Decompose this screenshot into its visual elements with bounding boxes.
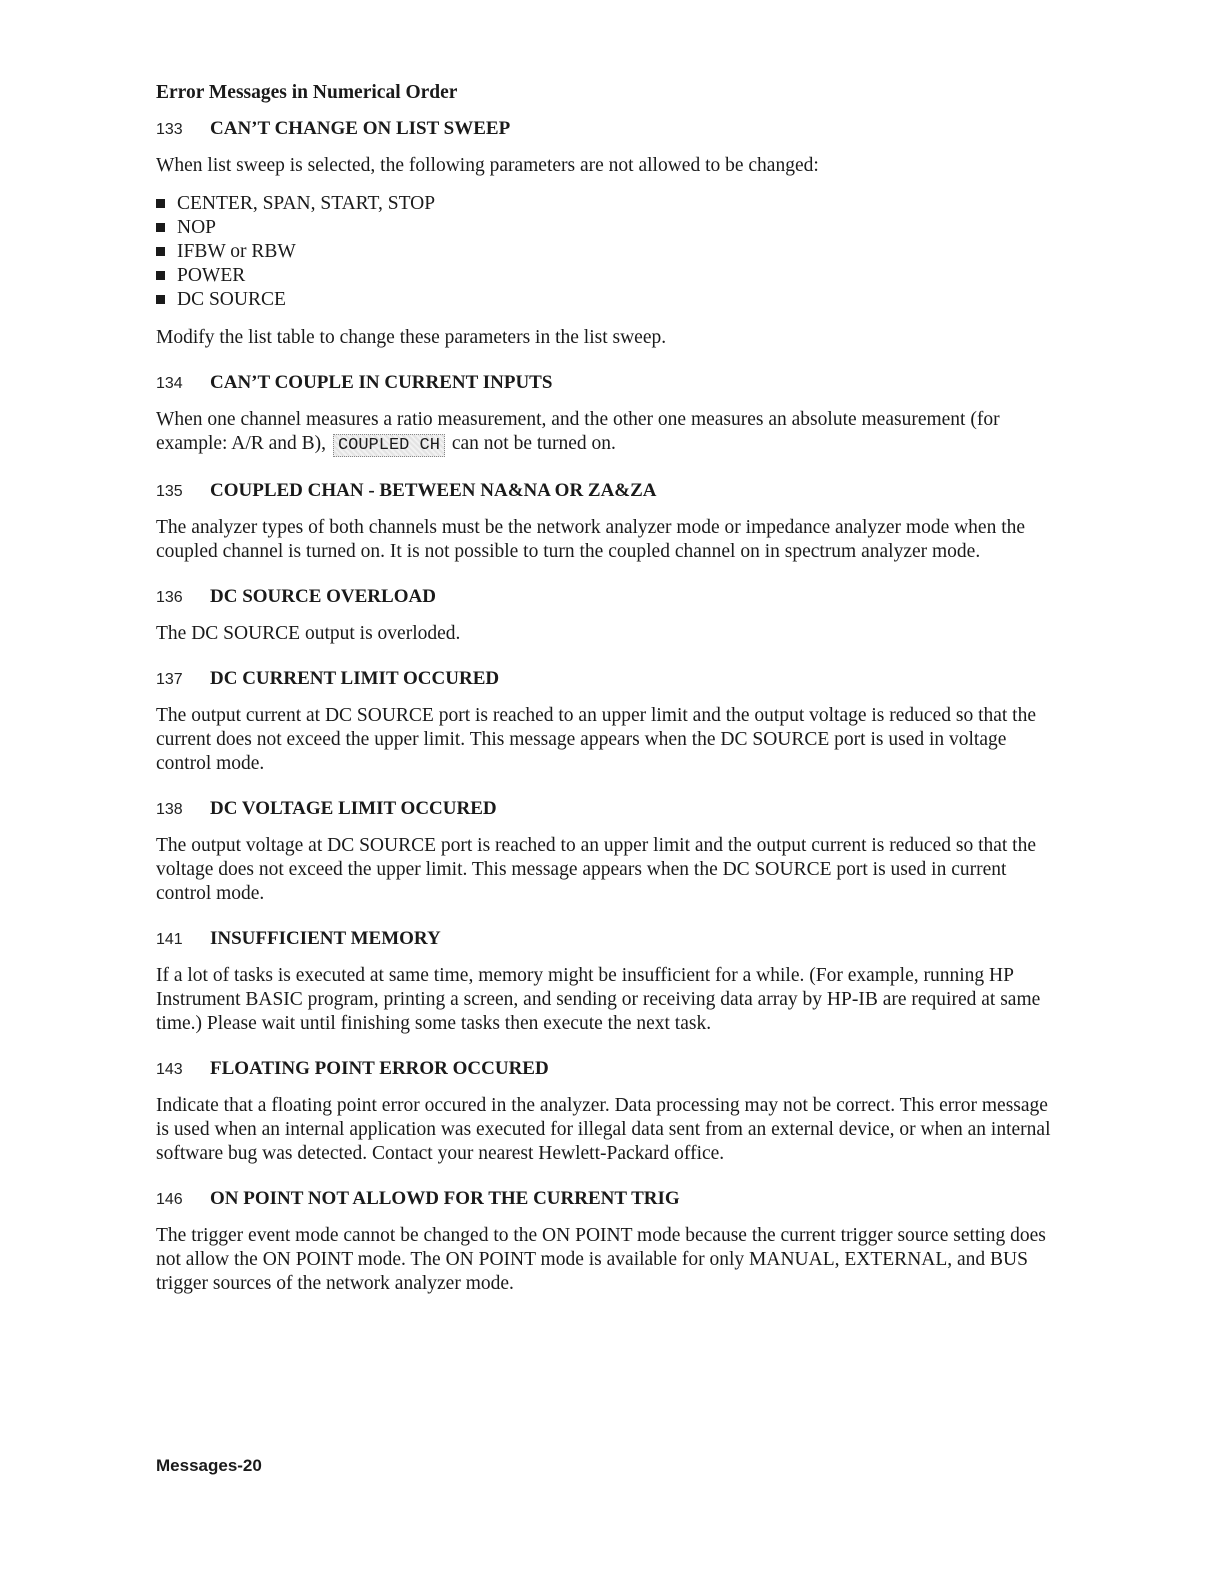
- list-item: [156, 264, 1061, 288]
- error-entry-146: [156, 1188, 1061, 1296]
- error-entry-141: [156, 928, 1061, 1036]
- error-number: 133: [156, 121, 183, 138]
- error-title: FLOATING POINT ERROR OCCURED: [210, 1058, 549, 1079]
- list-item-text: NOP: [177, 217, 217, 238]
- error-title: DC CURRENT LIMIT OCCURED: [210, 668, 500, 689]
- square-bullet-icon: [156, 271, 165, 280]
- error-number: 137: [156, 671, 183, 688]
- error-entry-134: [156, 372, 1061, 458]
- square-bullet-icon: [156, 223, 165, 232]
- entry-heading: [156, 586, 1061, 608]
- entry-description: The trigger event mode cannot be changed to the ON POINT mode because the current trigger source setting does not allow the ON POINT mode. The ON POINT mode is available for only MANUAL, EXTERNAL, and BUS trigger sources of the network analyzer mode.: [156, 1225, 1046, 1294]
- list-item: [156, 216, 1061, 240]
- entry-description: If a lot of tasks is executed at same time, memory might be insufficient for a while. (For example, running HP Instrument BASIC program, printing a screen, and sending or receiving data array by HP-IB are required at same time.) Please wait until finishing some tasks then execute the next task.: [156, 965, 1041, 1034]
- entry-heading: [156, 668, 1061, 690]
- error-title: INSUFFICIENT MEMORY: [210, 928, 441, 949]
- description-text: When one channel measures a ratio measurement, and the other one measures an absolute measurement (for example: A/R and B),: [156, 409, 1000, 454]
- entry-heading: [156, 372, 1061, 394]
- parameter-list: [156, 192, 1061, 312]
- section-title: Error Messages in Numerical Order: [156, 82, 458, 103]
- list-item-text: IFBW or RBW: [177, 241, 296, 262]
- coupled-ch-softkey: COUPLED CH: [333, 434, 445, 457]
- entry-heading: [156, 1058, 1061, 1080]
- entry-heading: [156, 480, 1061, 502]
- square-bullet-icon: [156, 199, 165, 208]
- error-number: 135: [156, 483, 183, 500]
- error-number: 136: [156, 589, 183, 606]
- error-entry-137: [156, 668, 1061, 776]
- entry-description: The DC SOURCE output is overloded.: [156, 623, 461, 644]
- list-item-text: CENTER, SPAN, START, STOP: [177, 193, 436, 214]
- entry-heading: [156, 928, 1061, 950]
- list-item: [156, 288, 1061, 312]
- error-entry-136: [156, 586, 1061, 646]
- error-entry-135: [156, 480, 1061, 564]
- entry-description: The output current at DC SOURCE port is reached to an upper limit and the output voltage is reduced so that the current does not exceed the upper limit. This message appears when the DC SOURCE port is used in voltage control mode.: [156, 705, 1037, 774]
- list-item: [156, 240, 1061, 264]
- error-entry-143: [156, 1058, 1061, 1166]
- list-item-text: DC SOURCE: [177, 289, 286, 310]
- square-bullet-icon: [156, 295, 165, 304]
- error-number: 141: [156, 931, 183, 948]
- entry-outro: Modify the list table to change these parameters in the list sweep.: [156, 327, 667, 348]
- error-number: 138: [156, 801, 183, 818]
- error-title: ON POINT NOT ALLOWD FOR THE CURRENT TRIG: [210, 1188, 680, 1209]
- error-entry-138: [156, 798, 1061, 906]
- error-number: 146: [156, 1191, 183, 1208]
- entry-intro: When list sweep is selected, the following parameters are not allowed to be changed:: [156, 155, 819, 176]
- error-number: 143: [156, 1061, 183, 1078]
- entry-description: The analyzer types of both channels must be the network analyzer mode or impedance analyzer mode when the coupled channel is turned on. It is not possible to turn the coupled channel on in spectrum analyzer mode.: [156, 517, 1026, 562]
- entry-description: Indicate that a floating point error occured in the analyzer. Data processing may not be correct. This error message is used when an internal application was executed for illegal data sent from an external device, or when an internal software bug was detected. Contact your nearest Hewlett-Packard office.: [156, 1095, 1051, 1164]
- entry-heading: [156, 118, 1061, 140]
- square-bullet-icon: [156, 247, 165, 256]
- entry-description: The output voltage at DC SOURCE port is reached to an upper limit and the output current is reduced so that the voltage does not exceed the upper limit. This message appears when the DC SOURCE port is used in current control mode.: [156, 835, 1037, 904]
- entry-heading: [156, 1188, 1061, 1210]
- list-item-text: POWER: [177, 265, 246, 286]
- error-title: COUPLED CHAN - BETWEEN NA&NA OR ZA&ZA: [210, 480, 657, 501]
- error-title: DC VOLTAGE LIMIT OCCURED: [210, 798, 497, 819]
- error-title: CAN’T COUPLE IN CURRENT INPUTS: [210, 372, 553, 393]
- list-item: [156, 192, 1061, 216]
- error-title: DC SOURCE OVERLOAD: [210, 586, 436, 607]
- description-text: can not be turned on.: [451, 433, 616, 454]
- page-body: [156, 82, 1061, 1310]
- entry-description: [156, 408, 1061, 458]
- error-entry-133: [156, 118, 1061, 350]
- entry-heading: [156, 798, 1061, 820]
- error-title: CAN’T CHANGE ON LIST SWEEP: [210, 118, 511, 139]
- page-footer-label: Messages-20: [156, 1456, 262, 1475]
- error-number: 134: [156, 375, 183, 392]
